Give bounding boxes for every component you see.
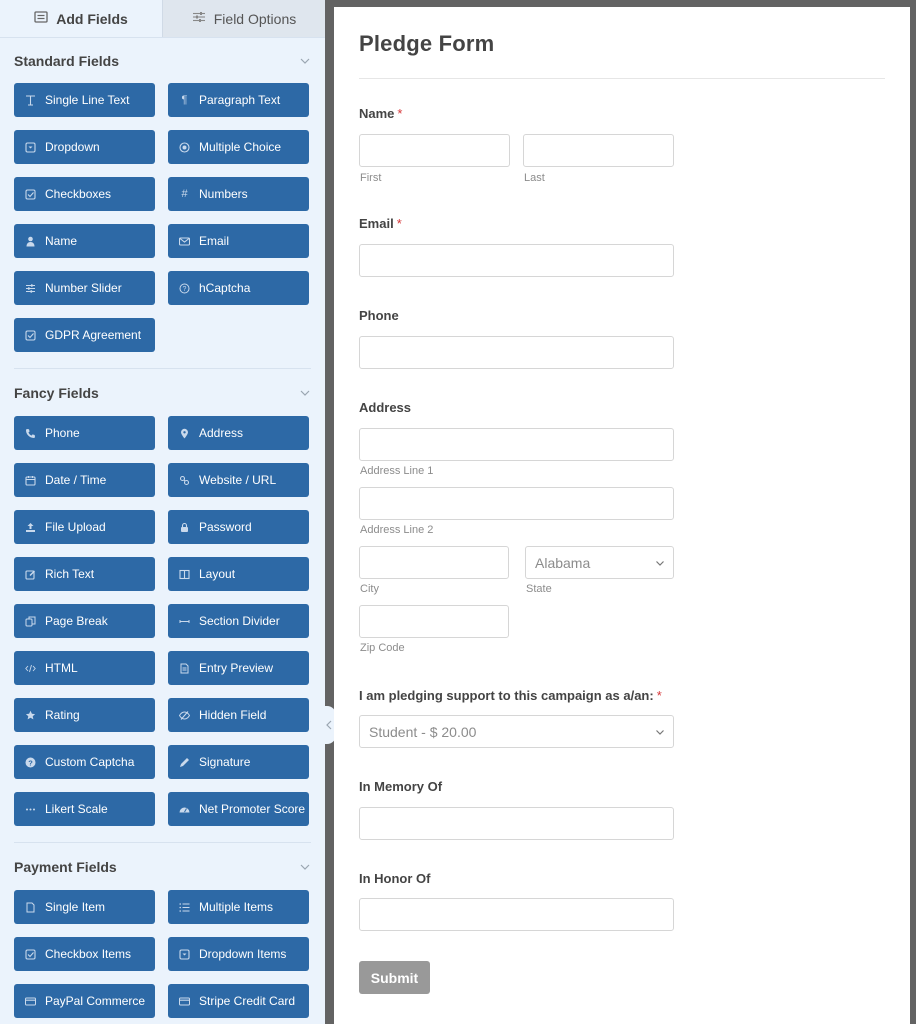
address-line2-sublabel: Address Line 2 [360, 524, 434, 536]
dropdown-icon [179, 949, 190, 960]
phone-icon [25, 428, 36, 439]
field-button-grid [14, 416, 311, 826]
label-text: I am pledging support to this campaign as a/an: [359, 688, 654, 703]
submit-button[interactable]: Submit [359, 961, 430, 994]
field-button-dropdown[interactable] [14, 130, 155, 164]
field-button-label: Signature [199, 755, 251, 769]
state-value: Alabama [535, 554, 591, 571]
field-button-likert-scale[interactable] [14, 792, 155, 826]
field-button-name[interactable] [14, 224, 155, 258]
state-select[interactable] [525, 546, 674, 579]
first-name-input[interactable] [359, 134, 510, 167]
tab-label: Add Fields [56, 10, 128, 27]
chevron-down-icon [655, 558, 665, 568]
field-button-phone[interactable] [14, 416, 155, 450]
field-button-label: PayPal Commerce [45, 994, 146, 1008]
field-button-single-line-text[interactable] [14, 83, 155, 117]
field-button-date-time[interactable] [14, 463, 155, 497]
chevron-down-icon[interactable] [299, 55, 311, 67]
field-button-checkbox-items[interactable] [14, 937, 155, 971]
question-circle-solid-icon [25, 757, 36, 768]
title-divider [359, 78, 885, 79]
city-input[interactable] [359, 546, 509, 579]
calendar-icon [25, 475, 36, 486]
hash-icon: # [181, 188, 188, 200]
field-button-label: Hidden Field [199, 708, 267, 722]
credit-card-icon [179, 996, 190, 1007]
field-button-label: Custom Captcha [45, 755, 135, 769]
panel-tabs [0, 0, 325, 38]
field-button-label: Date / Time [45, 473, 107, 487]
form-preview [334, 7, 910, 1024]
credit-card-icon [25, 996, 36, 1007]
upload-icon [25, 522, 36, 533]
section-title: Standard Fields [14, 53, 120, 69]
section-header[interactable] [14, 843, 311, 890]
field-button-email[interactable] [168, 224, 309, 258]
field-button-hcaptcha[interactable] [168, 271, 309, 305]
pledge-select[interactable] [359, 715, 674, 748]
field-button-layout[interactable] [168, 557, 309, 591]
link-icon [179, 475, 190, 486]
first-sublabel: First [360, 172, 382, 184]
section-title: Fancy Fields [14, 384, 99, 401]
tab-field-options[interactable] [162, 0, 325, 37]
add-fields-panel [0, 0, 325, 1024]
tachometer-icon [179, 804, 190, 815]
field-button-label: hCaptcha [199, 281, 251, 295]
edit-icon [25, 569, 36, 580]
chevron-down-icon[interactable] [299, 861, 311, 873]
field-button-multiple-choice[interactable] [168, 130, 309, 164]
dropdown-icon [25, 142, 36, 153]
ellipsis-icon [25, 804, 36, 815]
pledge-value: Student - $ 20.00 [369, 723, 477, 740]
field-button-label: Email [199, 234, 230, 248]
city-sublabel: City [360, 583, 379, 595]
section-header[interactable] [14, 39, 311, 83]
email-input[interactable] [359, 244, 674, 277]
pencil-icon [179, 757, 190, 768]
field-button-custom-captcha[interactable] [14, 745, 155, 779]
memory-input[interactable] [359, 807, 674, 840]
field-button-label: Page Break [45, 614, 108, 628]
field-button-multiple-items[interactable] [168, 890, 309, 924]
section-payment-fields [0, 843, 325, 1018]
field-button-website-url[interactable] [168, 463, 309, 497]
field-button-grid [14, 83, 311, 352]
field-button-label: Phone [45, 426, 80, 440]
field-button-label: Multiple Choice [199, 140, 282, 154]
honor-label: In Honor Of [359, 871, 431, 886]
field-button-single-item[interactable] [14, 890, 155, 924]
field-button-label: Name [45, 234, 78, 248]
zip-input[interactable] [359, 605, 509, 638]
field-button-label: Checkbox Items [45, 947, 132, 961]
tab-label: Field Options [213, 10, 297, 27]
field-button-label: Rich Text [45, 567, 95, 581]
field-button-signature[interactable] [168, 745, 309, 779]
label-text: Email [359, 216, 394, 231]
field-button-label: Dropdown Items [199, 947, 287, 961]
field-button-file-upload[interactable] [14, 510, 155, 544]
field-button-net-promoter-score[interactable] [168, 792, 309, 826]
copy-icon [25, 616, 36, 627]
address-label: Address [359, 400, 412, 415]
field-button-label: Paragraph Text [199, 93, 281, 107]
text-cursor-icon [25, 95, 36, 106]
address-line1-sublabel: Address Line 1 [360, 465, 434, 477]
field-button-label: HTML [45, 661, 78, 675]
last-sublabel: Last [524, 172, 545, 184]
memory-label: In Memory Of [359, 779, 443, 794]
file-icon [25, 902, 36, 913]
required-mark: * [397, 106, 403, 121]
field-button-label: Likert Scale [45, 802, 108, 816]
honor-input[interactable] [359, 898, 674, 931]
checkbox-icon [25, 330, 36, 341]
question-circle-icon [179, 283, 190, 294]
field-button-label: Single Line Text [45, 93, 130, 107]
address-line1-input[interactable] [359, 428, 674, 461]
svg-text:?: ? [182, 285, 187, 293]
field-button-label: Net Promoter Score [199, 802, 306, 816]
field-button-section-divider[interactable] [168, 604, 309, 638]
user-icon [25, 236, 36, 247]
field-button-label: Entry Preview [199, 661, 274, 675]
svg-text:?: ? [28, 757, 33, 767]
address-line2-input[interactable] [359, 487, 674, 520]
field-button-rich-text[interactable] [14, 557, 155, 591]
section-title: Payment Fields [14, 858, 117, 875]
form-title: Pledge Form [359, 31, 495, 56]
field-button-page-break[interactable] [14, 604, 155, 638]
field-button-label: Multiple Items [199, 900, 274, 914]
field-button-number-slider[interactable] [14, 271, 155, 305]
field-button-label: File Upload [45, 520, 106, 534]
lock-icon [179, 522, 190, 533]
field-button-password[interactable] [168, 510, 309, 544]
chevron-left-icon [325, 720, 333, 730]
sliders-icon [192, 10, 206, 27]
field-button-label: Stripe Credit Card [199, 994, 296, 1008]
last-name-input[interactable] [523, 134, 674, 167]
required-mark: * [396, 216, 402, 231]
star-icon [25, 710, 36, 721]
name-label [359, 106, 402, 121]
list-icon [34, 10, 48, 27]
chevron-down-icon[interactable] [299, 387, 311, 399]
field-button-checkboxes[interactable] [14, 177, 155, 211]
field-button-hidden-field[interactable] [168, 698, 309, 732]
required-mark: * [656, 688, 662, 703]
arrows-h-icon [179, 616, 190, 627]
field-button-gdpr-agreement[interactable] [14, 318, 155, 352]
field-button-label: Section Divider [199, 614, 280, 628]
field-button-label: Checkboxes [45, 187, 112, 201]
radio-icon [179, 142, 190, 153]
checkbox-icon [25, 949, 36, 960]
field-button-entry-preview[interactable] [168, 651, 309, 685]
paragraph-icon: ¶ [181, 94, 188, 106]
file-text-icon [179, 663, 190, 674]
phone-label: Phone [359, 308, 399, 323]
field-button-label: Number Slider [45, 281, 122, 295]
tab-add-fields[interactable] [0, 0, 162, 37]
map-pin-icon [179, 428, 190, 439]
envelope-icon [179, 236, 190, 247]
field-button-label: Rating [45, 708, 80, 722]
state-sublabel: State [526, 583, 552, 595]
zip-sublabel: Zip Code [360, 642, 405, 654]
list-ul-icon [179, 902, 190, 913]
field-button-html[interactable] [14, 651, 155, 685]
section-fancy-fields [0, 369, 325, 843]
phone-input[interactable] [359, 336, 674, 369]
field-button-label: Website / URL [199, 473, 277, 487]
field-button-rating[interactable] [14, 698, 155, 732]
field-button-label: Dropdown [45, 140, 100, 154]
sliders-icon [25, 283, 36, 294]
field-button-label: Address [199, 426, 244, 440]
field-button-stripe-credit-card[interactable] [168, 984, 309, 1018]
checkbox-icon [25, 189, 36, 200]
field-button-address[interactable] [168, 416, 309, 450]
field-button-label: Password [199, 520, 252, 534]
label-text: Name [359, 106, 395, 121]
columns-icon [179, 569, 190, 580]
code-icon [25, 663, 36, 674]
field-button-paragraph-text[interactable] [168, 83, 309, 117]
eye-slash-icon [179, 710, 190, 721]
section-standard-fields [0, 39, 325, 369]
field-button-numbers[interactable] [168, 177, 309, 211]
field-button-label: Layout [199, 567, 236, 581]
field-button-label: Numbers [199, 187, 248, 201]
field-button-label: Single Item [45, 900, 106, 914]
section-header[interactable] [14, 369, 311, 416]
field-button-grid [14, 890, 311, 1018]
field-button-label: GDPR Agreement [45, 328, 142, 342]
email-label [359, 216, 402, 231]
chevron-down-icon [655, 727, 665, 737]
pledge-label [359, 688, 662, 703]
field-button-paypal-commerce[interactable] [14, 984, 155, 1018]
field-button-dropdown-items[interactable] [168, 937, 309, 971]
